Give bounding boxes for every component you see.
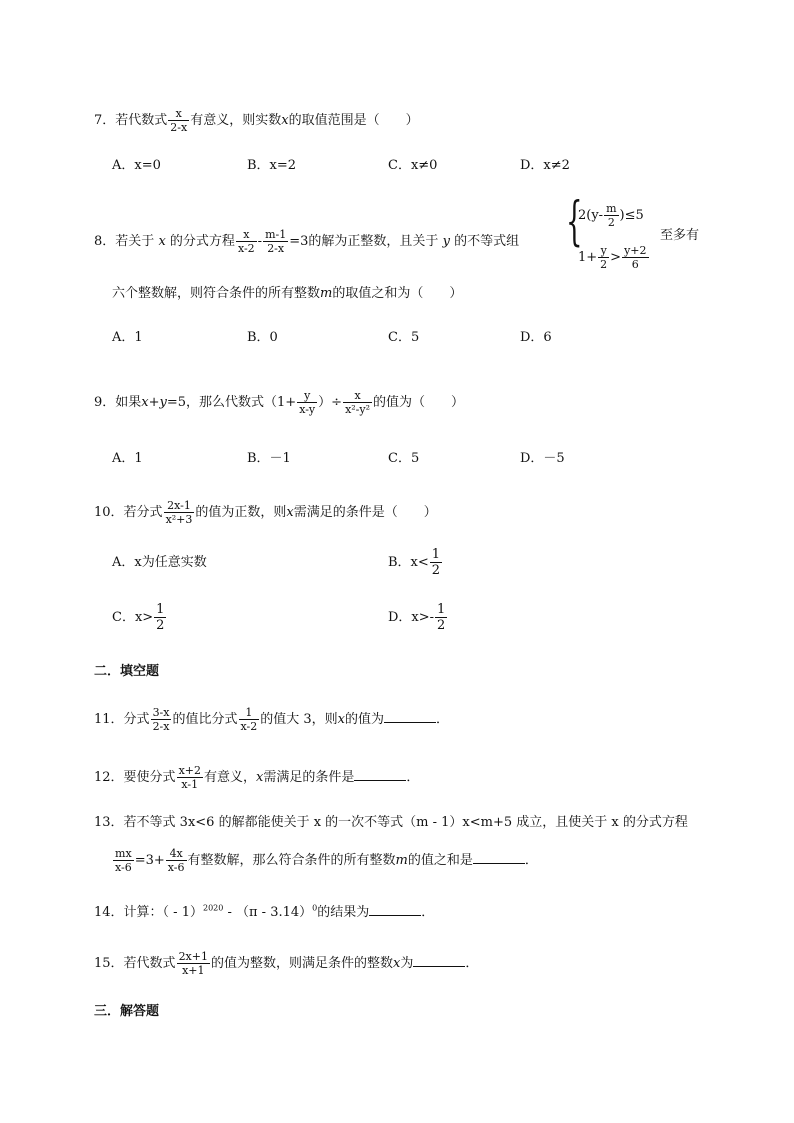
fraction bbox=[598, 245, 609, 270]
fraction-numerator: y+2 bbox=[624, 244, 647, 257]
question-text: 若代数式 bbox=[115, 113, 168, 128]
q7-option-c[interactable]: C．x≠0 bbox=[388, 158, 438, 173]
fraction bbox=[435, 603, 447, 632]
q9-option-d[interactable]: D．－5 bbox=[520, 451, 565, 466]
fraction-denominator: x-6 bbox=[167, 861, 185, 874]
fraction-denominator: 2-x bbox=[170, 121, 188, 134]
question-text: 如果 bbox=[115, 395, 142, 410]
question-text: 要使分式 bbox=[123, 770, 176, 785]
fraction-numerator: 4x bbox=[166, 848, 187, 861]
fraction-numerator: m-1 bbox=[265, 228, 287, 241]
question-text: 的值比分式 bbox=[172, 712, 238, 727]
q10-option-d[interactable] bbox=[388, 603, 448, 632]
fraction-denominator: 2 bbox=[607, 216, 615, 229]
inequality-text: 1+ bbox=[578, 250, 598, 265]
question-number: 15． bbox=[94, 956, 124, 971]
option-text: D．x>- bbox=[388, 610, 435, 625]
question-7 bbox=[94, 108, 419, 133]
question-13 bbox=[94, 816, 688, 829]
fraction-numerator: 2x+1 bbox=[178, 950, 208, 963]
fraction bbox=[151, 707, 172, 732]
fraction-denominator: x+1 bbox=[182, 964, 205, 977]
fraction-numerator: mx bbox=[113, 848, 134, 861]
variable: m bbox=[395, 853, 408, 868]
exponent: 2020 bbox=[202, 903, 224, 913]
question-text: 的值为（ ） bbox=[373, 395, 465, 410]
question-15 bbox=[94, 951, 478, 976]
fraction-denominator: 2 bbox=[156, 618, 165, 633]
option-text: C．x> bbox=[112, 610, 154, 625]
question-text: 的结果为 bbox=[317, 905, 370, 920]
q7-option-b[interactable]: B．x=2 bbox=[247, 158, 297, 173]
question-number: 12． bbox=[94, 770, 124, 785]
fraction-numerator: 1 bbox=[437, 602, 446, 617]
variable: x bbox=[158, 234, 166, 249]
question-text: ． bbox=[421, 905, 435, 920]
fraction bbox=[622, 245, 648, 270]
fraction bbox=[168, 108, 189, 133]
fraction-numerator: 2x-1 bbox=[164, 500, 195, 513]
variable: x+y bbox=[141, 395, 167, 410]
system-brace: { bbox=[566, 192, 583, 252]
fraction bbox=[177, 951, 210, 976]
fraction bbox=[113, 848, 134, 873]
question-text: 若分式 bbox=[123, 505, 163, 520]
fraction bbox=[239, 707, 260, 732]
option-text: B．x< bbox=[388, 555, 429, 570]
question-number: 9． bbox=[94, 395, 116, 410]
fraction-denominator: x²-y² bbox=[345, 403, 371, 416]
fraction-denominator: 6 bbox=[631, 258, 639, 271]
question-text: 的取值之和为（ ） bbox=[332, 286, 463, 301]
variable: x bbox=[286, 505, 294, 520]
fraction bbox=[297, 390, 317, 415]
question-number: 10． bbox=[94, 505, 124, 520]
question-text: 的取值范围是（ ） bbox=[288, 113, 419, 128]
question-text: 的分式方程 bbox=[169, 234, 235, 249]
fraction-denominator: 2 bbox=[600, 258, 608, 271]
question-text: 的值大 3，则 bbox=[260, 712, 338, 727]
variable: x bbox=[393, 956, 401, 971]
question-text: 若关于 bbox=[115, 234, 155, 249]
q9-option-c[interactable]: C．5 bbox=[388, 451, 420, 466]
question-text: 若不等式 3x<6 的解都能使关于 x 的一次不等式（m - 1）x<m+5 成立，且使关于 x 的分式方程 bbox=[123, 815, 688, 830]
q8-option-d[interactable]: D．6 bbox=[520, 330, 552, 345]
operator: - bbox=[257, 234, 263, 249]
q7-option-a[interactable]: A．x=0 bbox=[112, 158, 161, 173]
answer-blank[interactable] bbox=[413, 954, 465, 967]
question-text: 计算：（ - 1） bbox=[123, 905, 203, 920]
fraction-numerator: x bbox=[236, 229, 257, 242]
fraction bbox=[604, 203, 618, 228]
question-text: 六个整数解，则符合条件的所有整数 bbox=[112, 286, 321, 301]
variable: x bbox=[281, 113, 289, 128]
question-text: 为 bbox=[400, 956, 414, 971]
question-text: 的值为 bbox=[344, 712, 384, 727]
fraction bbox=[177, 765, 203, 790]
question-text: ． bbox=[524, 853, 538, 868]
fraction bbox=[343, 390, 372, 415]
q8-option-a[interactable]: A．1 bbox=[112, 330, 143, 345]
q9-option-b[interactable]: B．－1 bbox=[247, 451, 291, 466]
variable: x bbox=[337, 712, 345, 727]
question-12 bbox=[94, 765, 419, 790]
answer-blank[interactable] bbox=[473, 851, 525, 864]
question-text: 至多有 bbox=[660, 228, 700, 243]
fraction-denominator: x-6 bbox=[115, 861, 132, 874]
fraction-numerator: y bbox=[297, 390, 317, 403]
question-9 bbox=[94, 390, 464, 415]
q7-option-d[interactable]: D．x≠2 bbox=[520, 158, 570, 173]
section-heading: 三．解答题 bbox=[94, 1004, 160, 1019]
question-text: 若代数式 bbox=[123, 956, 176, 971]
question-text: =5，那么代数式（1+ bbox=[166, 395, 297, 410]
fraction-numerator: 3-x bbox=[152, 706, 170, 719]
question-text: 有意义， bbox=[203, 770, 256, 785]
fraction-numerator: x bbox=[168, 108, 189, 121]
fraction-denominator: 2 bbox=[437, 618, 446, 633]
fraction bbox=[430, 548, 442, 577]
q8-option-b[interactable]: B．0 bbox=[247, 330, 278, 345]
fraction-denominator: 2-x bbox=[152, 720, 170, 733]
question-text: - （π - 3.14） bbox=[223, 905, 313, 920]
question-text: 的不等式组 bbox=[454, 234, 520, 249]
question-number: 11． bbox=[94, 712, 124, 727]
fraction-denominator: x-1 bbox=[181, 778, 199, 791]
operator: =3 bbox=[289, 234, 309, 249]
inequality-1 bbox=[578, 203, 644, 228]
question-text: ． bbox=[406, 770, 420, 785]
variable: x bbox=[256, 770, 264, 785]
question-number: 13． bbox=[94, 815, 124, 830]
fraction-numerator: 1 bbox=[431, 547, 441, 562]
question-text: 有意义，则实数 bbox=[190, 113, 282, 128]
question-text: 需满足的条件是 bbox=[263, 770, 355, 785]
fraction bbox=[263, 229, 288, 254]
inequality-2 bbox=[578, 245, 650, 270]
fraction bbox=[164, 500, 195, 525]
question-text: ． bbox=[436, 712, 450, 727]
fraction-numerator: x bbox=[343, 390, 372, 403]
question-13-line2 bbox=[112, 848, 538, 873]
question-number: 8． bbox=[94, 234, 116, 249]
section-heading: 二．填空题 bbox=[94, 664, 160, 679]
fraction-numerator: m bbox=[606, 202, 617, 215]
fraction bbox=[154, 603, 166, 632]
fraction-denominator: x²+3 bbox=[165, 513, 193, 526]
answer-blank[interactable] bbox=[354, 768, 406, 781]
fraction-denominator: 2-x bbox=[267, 242, 285, 255]
question-text: ． bbox=[465, 956, 479, 971]
operator: ）÷ bbox=[318, 395, 343, 410]
question-14 bbox=[94, 903, 434, 919]
fraction-numerator: 1 bbox=[239, 707, 260, 720]
variable: m bbox=[320, 286, 333, 301]
q10-option-c[interactable] bbox=[112, 603, 167, 632]
fraction bbox=[236, 229, 257, 254]
inequality-text: )≤5 bbox=[619, 208, 644, 223]
fraction-denominator: x-2 bbox=[240, 720, 258, 733]
question-text: 需满足的条件是（ ） bbox=[293, 505, 437, 520]
question-text: 分式 bbox=[123, 712, 150, 727]
fraction-denominator: x-y bbox=[299, 403, 316, 416]
exponent: 0 bbox=[312, 903, 318, 913]
question-number: 7． bbox=[94, 113, 116, 128]
question-text: 的解为正整数，且关于 bbox=[308, 234, 439, 249]
answer-blank[interactable] bbox=[384, 710, 436, 723]
question-10 bbox=[94, 500, 437, 525]
question-text: 有整数解，那么符合条件的所有整数 bbox=[187, 853, 396, 868]
fraction-denominator: x-2 bbox=[237, 242, 255, 255]
question-text: 的值为正数，则 bbox=[195, 505, 287, 520]
question-number: 14． bbox=[94, 905, 124, 920]
answer-blank[interactable] bbox=[369, 903, 421, 916]
question-11 bbox=[94, 707, 449, 732]
question-text: 的值之和是 bbox=[407, 853, 473, 868]
fraction-denominator: 2 bbox=[431, 563, 441, 578]
fraction-numerator: 1 bbox=[156, 602, 165, 617]
q9-option-a[interactable]: A．1 bbox=[112, 451, 143, 466]
q8-option-c[interactable]: C．5 bbox=[388, 330, 420, 345]
operator: =3+ bbox=[134, 853, 165, 868]
operator: > bbox=[610, 250, 622, 265]
inequality-text: 2(y- bbox=[578, 208, 604, 223]
fraction-numerator: y bbox=[598, 245, 609, 258]
variable: y bbox=[442, 234, 450, 249]
fraction bbox=[166, 848, 187, 873]
question-text: 的值为整数，则满足条件的整数 bbox=[210, 956, 393, 971]
fraction-numerator: x+2 bbox=[178, 764, 201, 777]
q10-option-a[interactable]: A．x为任意实数 bbox=[112, 555, 207, 570]
q10-option-b[interactable] bbox=[388, 548, 443, 577]
question-8-line2 bbox=[112, 287, 462, 300]
question-8 bbox=[94, 229, 519, 254]
